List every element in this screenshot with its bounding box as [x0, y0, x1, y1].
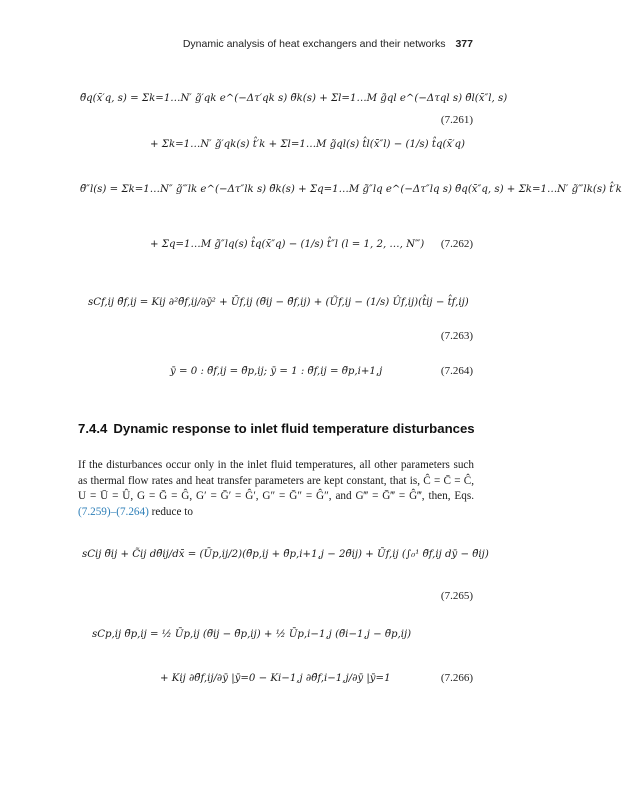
section-heading [78, 421, 478, 437]
section-title: Dynamic response to inlet fluid temperature disturbances [113, 421, 475, 436]
equation-number-7-261: (7.261) [440, 114, 473, 126]
running-header [183, 38, 473, 50]
equation-7-262-line-1: θ̃″l(s) = Σk=1…N″ g̃‴lk e^(−Δτ″lk s) θ̃k(s) + Σq=1…M g̃″lq e^(−Δτ″lq s) θ̃q(x̄″q, s) + Σk=1…N′ g̃‴lk(s) t̂′k [80, 184, 622, 195]
equation-number-7-263: (7.263) [440, 330, 473, 342]
section-number: 7.4.4 [78, 421, 108, 436]
equation-7-266-line-1: sCp,ij θ̃p,ij = ½ Ūp,ij (θ̃ij − θ̃p,ij) + ½ Ūp,i−1,j (θ̃i−1,j − θ̃p,ij) [92, 629, 412, 640]
equation-7-262-line-2: + Σq=1…M g̃″lq(s) t̂q(x̄″q) − (1/s) t̂″l (l = 1, 2, …, N‴) [150, 239, 425, 250]
equation-7-265: sCij θ̃ij + C̃ij dθ̃ij/dx̄ = (Ūp,ij/2)(θ̃p,ij + θ̃p,i+1,j − 2θ̃ij) + Ūf,ij (∫₀¹ θ̃f,ij dȳ − θ̃ij) [82, 549, 489, 560]
body-paragraph [78, 458, 474, 520]
equation-7-266-line-2: + Kij ∂θ̃f,ij/∂ȳ |ȳ=0 − Ki−1,j ∂θ̃f,i−1,j/∂ȳ |ȳ=1 [160, 673, 391, 684]
paragraph-text-after: reduce to [148, 505, 193, 518]
equation-7-261-line-1: θ̃q(x̄′q, s) = Σk=1…N′ g̃′qk e^(−Δτ′qk s) θ̃k(s) + Σl=1…M g̃ql e^(−Δτql s) θ̃l(x̄″l, s) [80, 93, 508, 104]
equation-7-263: sCf,ij θ̃f,ij = Kij ∂²θ̃f,ij/∂ȳ² + Ūf,ij (θ̃ij − θ̃f,ij) + (Ũf,ij − (1/s) Ûf,ij)(t̂ij − t̂f,ij) [88, 297, 469, 308]
equation-number-7-262: (7.262) [440, 238, 473, 250]
equation-7-264: ȳ = 0 : θ̃f,ij = θ̃p,ij; ȳ = 1 : θ̃f,ij = θ̃p,i+1,j [170, 366, 383, 377]
page-number: 377 [455, 38, 473, 50]
equation-number-7-266: (7.266) [440, 672, 473, 684]
running-title: Dynamic analysis of heat exchangers and their networks [182, 38, 446, 50]
paragraph-text-before: If the disturbances occur only in the inlet fluid temperatures, all other parameters such as thermal flow rates and heat transfer parameters are kept constant, that is, Ĉ = C̄ = Ĉ, U = Ū = Û, G = Ḡ = Ĝ, G′ = Ḡ′ = Ĝ′, G″ = Ḡ″ = Ĝ″, and G‴ = Ḡ‴ = Ĝ‴, then, Eqs. [78, 459, 474, 503]
equation-number-7-264: (7.264) [440, 365, 473, 377]
equation-number-7-265: (7.265) [440, 590, 473, 602]
equation-7-261-line-2: + Σk=1…N′ g̃′qk(s) t̂′k + Σl=1…M g̃ql(s) t̂l(x̄″l) − (1/s) t̂q(x̄′q) [150, 139, 466, 150]
equation-reference-link[interactable]: (7.259)–(7.264) [78, 505, 149, 518]
